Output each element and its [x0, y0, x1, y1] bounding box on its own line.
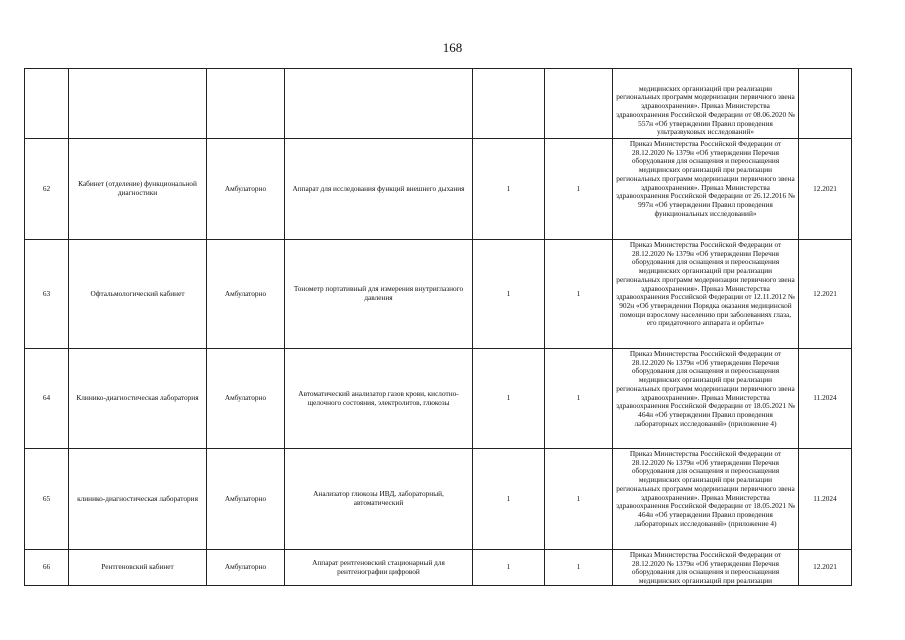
legal-basis: Приказ Министерства Российской Федерации от 28.12.2020 № 1379н «Об утверждении Перечня оборудования для оснащения и переоснащения медицинских организаций при реализации	[629, 551, 782, 585]
care-condition: Амбулаторно	[207, 139, 285, 240]
cabinet-name: Офтальмологический кабинет	[69, 240, 207, 349]
legal-basis-cell	[613, 69, 799, 139]
legal-basis-cell	[613, 550, 799, 586]
equipment-name: Аппарат рентгеновский стационарный для рентгенографии цифровой	[285, 550, 473, 586]
quantity-available	[545, 69, 613, 139]
row-number: 64	[25, 349, 69, 449]
legal-basis: Приказ Министерства Российской Федерации от 28.12.2020 № 1379н «Об утверждении Перечня оборудования для оснащения и переоснащения медицинских организаций при реализации региональных программ модернизации первичного звена здравоохранения». Приказ Министерства здравоохранения Российской Федерации от 12.11.2012 № 902н «Об утверждении Порядка оказания медицинской помощи взрослому населению при заболеваниях глаза, его придаточного аппарата и орбиты»	[616, 241, 795, 328]
cabinet-name: Кабинет (отделение) функциональной диагностики	[69, 139, 207, 240]
care-condition	[207, 69, 285, 139]
equipment-name: Анализатор глюкозы ИВД, лабораторный, автоматический	[285, 449, 473, 550]
legal-basis: Приказ Министерства Российской Федерации от 28.12.2020 № 1379н «Об утверждении Перечня оборудования для оснащения и переоснащения медицинских организаций при реализации региональных программ модернизации первичного звена здравоохранения». Приказ Министерства здравоохранения Российской Федерации от 18.05.2021 № 464н «Об утверждении Правил проведения лабораторных исследований» (приложение 4)	[616, 350, 795, 428]
quantity-available: 1	[545, 349, 613, 449]
cabinet-name	[69, 69, 207, 139]
quantity-required: 1	[473, 240, 545, 349]
equipment-name: Тонометр портативный для измерения внутриглазного давления	[285, 240, 473, 349]
due-date: 12.2021	[799, 240, 852, 349]
table-row	[25, 349, 852, 449]
quantity-required: 1	[473, 349, 545, 449]
due-date: 11.2024	[799, 449, 852, 550]
quantity-available: 1	[545, 550, 613, 586]
quantity-required: 1	[473, 449, 545, 550]
quantity-available: 1	[545, 139, 613, 240]
equipment-table	[24, 68, 852, 586]
legal-basis-cell	[613, 449, 799, 550]
equipment-name: Автоматический анализатор газов крови, кислотно-щелочного состояния, электролитов, глюкозы	[285, 349, 473, 449]
cabinet-name: Клинико-диагностическая лаборатория	[69, 349, 207, 449]
care-condition: Амбулаторно	[207, 240, 285, 349]
row-number: 65	[25, 449, 69, 550]
quantity-required	[473, 69, 545, 139]
legal-basis-cell	[613, 349, 799, 449]
table-row	[25, 449, 852, 550]
quantity-available: 1	[545, 449, 613, 550]
legal-basis: Приказ Министерства Российской Федерации от 28.12.2020 № 1379н «Об утверждении Перечня оборудования для оснащения и переоснащения медицинских организаций при реализации региональных программ модернизации первичного звена здравоохранения». Приказ Министерства здравоохранения Российской Федерации от 26.12.2016 № 997н «Об утверждении Правил проведения функциональных исследований»	[616, 140, 795, 218]
care-condition: Амбулаторно	[207, 449, 285, 550]
table-row	[25, 139, 852, 240]
row-number	[25, 69, 69, 139]
cabinet-name: Рентгеновский кабинет	[69, 550, 207, 586]
legal-basis-cell	[613, 139, 799, 240]
due-date: 12.2021	[799, 139, 852, 240]
quantity-available: 1	[545, 240, 613, 349]
care-condition: Амбулаторно	[207, 550, 285, 586]
table-row-continued	[25, 69, 852, 139]
equipment-name	[285, 69, 473, 139]
page-number: 168	[442, 40, 463, 55]
due-date	[799, 69, 852, 139]
legal-basis: медицинских организаций при реализации региональных программ модернизации первичного звена здравоохранения». Приказ Министерства здравоохранения Российской Федерации от 08.06.2020 № 557н «Об утверждении Правил проведения ультразвуковых исследований»	[616, 84, 795, 137]
row-number: 62	[25, 139, 69, 240]
row-number: 66	[25, 550, 69, 586]
legal-basis-cell	[613, 240, 799, 349]
table-row	[25, 240, 852, 349]
care-condition: Амбулаторно	[207, 349, 285, 449]
quantity-required: 1	[473, 139, 545, 240]
due-date: 12.2021	[799, 550, 852, 586]
row-number: 63	[25, 240, 69, 349]
equipment-name: Аппарат для исследования функций внешнего дыхания	[285, 139, 473, 240]
legal-basis: Приказ Министерства Российской Федерации от 28.12.2020 № 1379н «Об утверждении Перечня оборудования для оснащения и переоснащения медицинских организаций при реализации региональных программ модернизации первичного звена здравоохранения». Приказ Министерства здравоохранения Российской Федерации от 18.05.2021 № 464н «Об утверждении Правил проведения лабораторных исследований» (приложение 4)	[616, 450, 795, 528]
cabinet-name: клинико-диагностическая лаборатория	[69, 449, 207, 550]
quantity-required: 1	[473, 550, 545, 586]
due-date: 11.2024	[799, 349, 852, 449]
table-row-partial	[25, 550, 852, 586]
